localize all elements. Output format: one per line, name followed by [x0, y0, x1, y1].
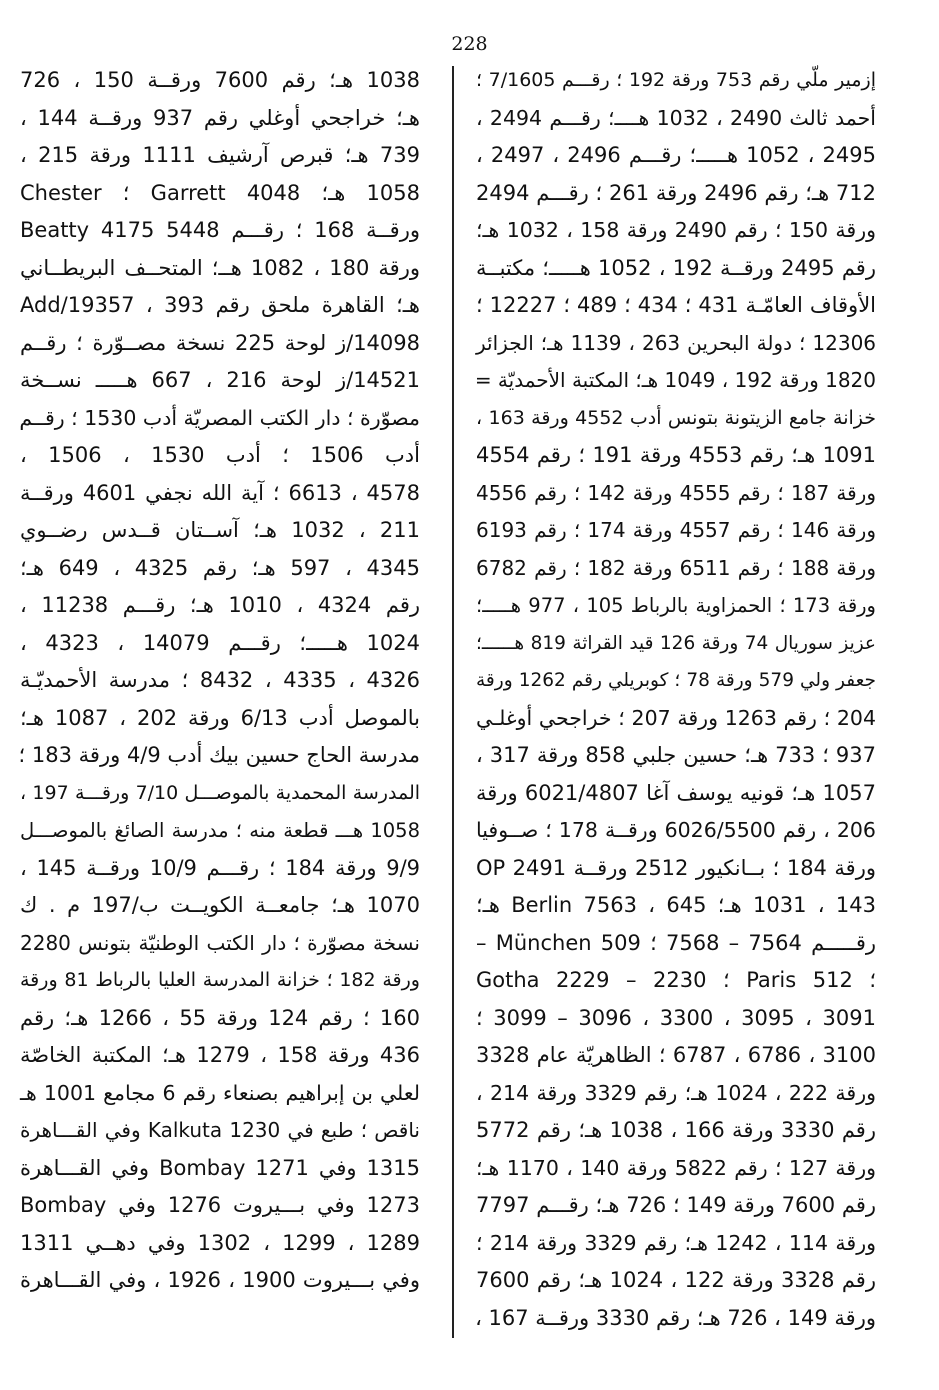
- text-line: لعلي بن إبراهيم بصنعاء رقم 6 مجامع 1001 هـ: [20, 1080, 420, 1105]
- text-line: ورقة 146 ؛ رقم 4557 ورقة 174 ؛ رقم 6193: [476, 518, 876, 542]
- text-line: نسخة مصوّرة ؛ دار الكتب الوطنيّة بتونس 2280: [20, 930, 420, 955]
- text-line: رقم 3330 ورقة 166 ، 1038 هـ؛ رقم 5772: [476, 1118, 876, 1142]
- text-line: 1091 هـ؛ رقم 4553 ورقة 191 ؛ رقم 4554: [476, 443, 877, 467]
- text-line: بالموصل أدب 6/13 ورقة 202 ، 1087 هـ؛: [20, 705, 420, 730]
- text-line: 1070 هـ؛ جامعــة الكويــت ب/197 م . ك: [20, 893, 420, 917]
- text-line: 14521/ز لوحة 216 ، 667 هـــــ نســخة: [20, 368, 420, 392]
- text-line: 2495 ، 1052 هـــــ؛ رقـــم 2496 ، 2497 ،: [476, 143, 876, 167]
- text-line: عزيز سوريال 74 ورقة 126 قيد القراثة 819 هــــــ؛: [476, 632, 876, 654]
- text-line: 1057 هـ؛ قونيه يوسف آغا 6021/4807 ورقة: [476, 780, 876, 805]
- text-line: 160 ؛ رقم 124 ورقة 55 ، 1266 هـ؛ رقم: [20, 1005, 421, 1030]
- text-line: 1315 وفي Bombay 1271 وفي القـــاهرة: [20, 1155, 420, 1180]
- text-line: ورقة 149 ، 726 هـ؛ رقم 3330 ورقــة 167 ،: [475, 1305, 876, 1330]
- left-column: [20, 62, 420, 1300]
- text-line: مدرسة الحاج حسين بيك أدب 4/9 ورقة 183 ؛: [18, 743, 420, 767]
- text-line: Gotha 2229 – 2230 ؛ Paris 512 ؛: [476, 968, 877, 992]
- text-line: ورقة 182 ؛ خزانة المدرسة العليا بالرباط 81 ورقة: [20, 969, 420, 991]
- text-line: 1289 ، 1299 ، 1302 وفي دهــي 1311: [20, 1230, 420, 1255]
- text-line: ورقة 173 ؛ الحمزاوية بالرباط 105 ، 977 هـــــ؛: [476, 594, 876, 617]
- text-line: 204 ؛ رقم 1263 ورقة 207 ؛ خراجحي أوغلـي: [476, 705, 876, 730]
- text-line: OP 2491 ورقة 184 ؛ بــانكيور 2512 ورقــة: [476, 855, 876, 880]
- text-line: 1038 هـ؛ رقم 7600 ورقــة 150 ، 726: [20, 68, 420, 92]
- text-line: 739 هـ؛ قبرص آرشيف 1111 ورقة 215 ،: [20, 143, 420, 167]
- text-line: 4345 ، 597 هـ؛ رقم 4325 ، 649 هـ؛: [20, 555, 420, 580]
- text-line: 1058 هـ؛ Garrett 4048 ؛ Chester: [20, 180, 420, 205]
- text-line: 1024 هـــــ؛ رقـــم 14079 ، 4323 ،: [20, 630, 420, 655]
- text-line: هـ؛ خراجحي أوغلي رقم 937 ورقــة 144 ،: [20, 105, 420, 130]
- text-line: 211 ، 1032 هـ؛ آســتان قــدس رضــوي: [20, 518, 420, 542]
- text-line: 3100 ، 6786 ، 6787 ؛ الظاهريّة عام 3328: [476, 1043, 876, 1067]
- text-line: ورقة 222 ، 1024 هـ؛ رقم 3329 ورقة 214 ،: [476, 1080, 876, 1105]
- page-number: 228: [451, 33, 488, 55]
- text-line: 14098/ز لوحة 225 نسخة مصــوّرة ؛ رقــم: [20, 330, 420, 355]
- text-line: 4578 ، 6613 ؛ آية الله نجفي 4601 ورقــة: [20, 480, 420, 505]
- text-line: 937 ؛ 733 هـ؛ حسين جلبي 858 ورقة 317 ،: [476, 743, 877, 767]
- text-line: ورقة 187 ؛ رقم 4555 ورقة 142 ؛ رقم 4556: [476, 480, 876, 505]
- text-line: 3091 ، 3095 ، 3300 ، 3096 – 3099 ؛: [476, 1005, 876, 1030]
- right-column: [476, 62, 876, 1337]
- text-line: إزمير ملّي رقم 753 ورقة 192 ؛ رقـــم 7/1605 ؛: [476, 69, 876, 91]
- text-line: 12306 ؛ دولة البحرين 263 ، 1139 هـ؛ الجزائر: [476, 330, 877, 355]
- text-line: رقـــــم 7564 – 7568 ؛ München 509 –: [476, 930, 876, 955]
- text-line: الأوقاف العامّـة 431 ؛ 434 ؛ 489 ؛ 12227 ؛: [476, 293, 877, 317]
- text-line: رقم 2495 ورقــة 192 ، 1052 هـــــ؛ مكتبــة: [476, 255, 876, 280]
- text-line: 712 هـ؛ رقم 2496 ورقة 261 ؛ رقـــم 2494: [476, 180, 876, 205]
- text-line: ناقص ؛ طبع في Kalkuta 1230 وفي القـــاهرة: [20, 1118, 420, 1142]
- text-line: 1058 هـــ قطعة منه ؛ مدرسة الصائغ بالموصـــل: [20, 819, 420, 842]
- text-line: 436 ورقة 158 ، 1279 هـ؛ المكتبة الخاصّة: [20, 1043, 420, 1067]
- text-line: Add/19357 ، 393 هـ؛ القاهرة ملحق رقم: [20, 293, 420, 317]
- text-line: 206 ، رقم 6026/5500 ورقــة 178 ؛ صــوفيا: [476, 818, 876, 842]
- text-line: خزانة جامع الزيتونة بتونس أدب 4552 ورقة 163 ،: [476, 406, 877, 429]
- text-line: رقم 3328 ورقة 122 ، 1024 هـ؛ رقم 7600: [476, 1268, 876, 1292]
- text-line: 9/9 ورقة 184 ؛ رقـــم 10/9 ورقــة 145 ،: [20, 855, 420, 880]
- text-line: رقم 7600 ورقة 149 ؛ 726 هـ؛ رقـــم 7797: [476, 1193, 876, 1217]
- text-line: ورقة 127 ؛ رقم 5822 ورقة 140 ، 1170 هـ؛: [476, 1155, 877, 1180]
- text-line: 1820 ورقة 192 ، 1049 هـ؛ المكتبة الأحمديّة =: [474, 368, 876, 392]
- text-line: مصوّرة ؛ دار الكتب المصريّة أدب 1530 ؛ رقــم: [19, 405, 420, 430]
- text-line: رقم 4324 ، 1010 هـ؛ رقـــم 11238 ،: [20, 593, 420, 617]
- text-line: ورقة 150 ؛ رقم 2490 ورقة 158 ، 1032 هـ؛: [476, 218, 877, 242]
- text-line: ورقة 188 ؛ رقم 6511 ورقة 182 ؛ رقم 6782: [476, 555, 876, 580]
- column-divider: [452, 66, 454, 1338]
- text-line: وفي بـــيروت 1900 ، 1926 ، وفي القـــاهرة: [20, 1268, 420, 1292]
- text-line: Beatty 4175 ورقــة 168 ؛ رقـــم 5448: [20, 218, 420, 242]
- text-line: أدب 1506 ؛ أدب 1530 ، 1506 ،: [20, 443, 420, 467]
- text-line: ورقة 114 ، 1242 هـ؛ رقم 3329 ورقة 214 ؛: [476, 1230, 876, 1255]
- text-line: المدرسة المحمدية بالموصـــل 7/10 ورقـــة 197 ،: [20, 781, 421, 804]
- text-line: 4326 ، 4335 ، 8432 ؛ مدرسة الأحمديّـة: [20, 668, 420, 692]
- text-line: ورقة 180 ، 1082 هــ؛ المتحــف البريطــاني: [20, 255, 420, 280]
- text-line: أحمد ثالث 2490 ، 1032 هــــ؛ رقـــم 2494 ،: [476, 105, 877, 130]
- text-line: 143 ، 1031 هـ؛ Berlin 7563 ، 645 هـ؛: [476, 893, 876, 917]
- text-line: 1273 وفي بـــيروت 1276 وفي Bombay: [20, 1193, 420, 1217]
- text-line: جعفر ولي 579 ورقة 78 ؛ كوبريلي رقم 1262 ورقة: [476, 670, 876, 691]
